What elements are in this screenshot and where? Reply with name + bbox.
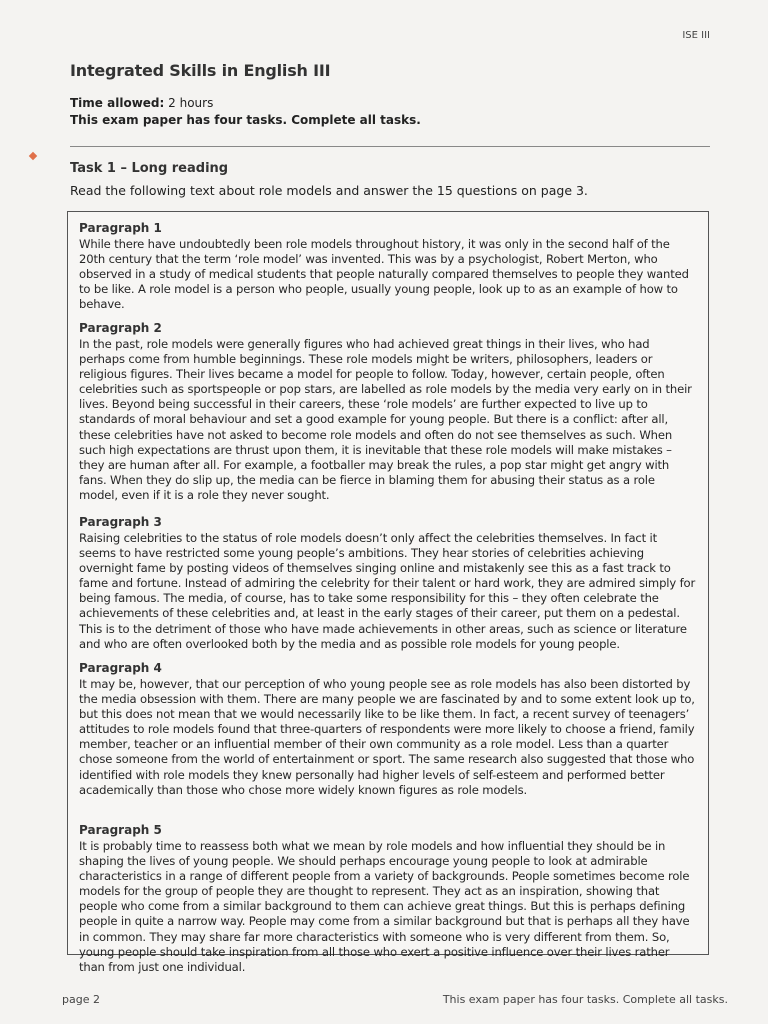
task-title: Task 1 – Long reading — [70, 161, 229, 176]
divider — [70, 146, 710, 147]
paragraph-heading: Paragraph 1 — [79, 221, 162, 235]
paragraph-text: In the past, role models were generally figures who had achieved great things in their lives, who had perhaps come from humble beginnings. These role models might be writers, philosophers, leaders or religious figures. Their lives became a model for people to follow. Today, however, certain people, often celebrities such as sportspeople or pop stars, are labelled as role models by the media very early on in their lives. Beyond being successful in their careers, these ‘role models’ are further expected to live up to standards of moral behaviour and set a good example for young people. But there is a conflict: after all, these celebrities have not asked to become role models and often do not see themselves as such. When such high expectations are thrust upon them, it is inevitable that these role models will make mistakes – they are human after all. For example, a footballer may break the rules, a pop star might get angry with fans. When they do slip up, the media can be fierce in blaming them for abusing their status as a role model, even if it is a role they never sought. — [79, 337, 692, 502]
paragraph-heading: Paragraph 2 — [79, 321, 162, 335]
exam-code: ISE III — [682, 30, 710, 41]
paragraph-5 — [79, 822, 697, 975]
paragraph-3 — [79, 514, 697, 652]
paragraph-1 — [79, 220, 697, 312]
paragraph-text: Raising celebrities to the status of role models doesn’t only affect the celebrities themselves. In fact it seems to have restricted some young people’s ambitions. They hear stories of celebrities achieving overnight fame by posting videos of themselves singing online and mistakenly see this as a fast track to fame and fortune. Instead of admiring the celebrity for their talent or hard work, they are admired simply for being famous. The media, of course, has to take some responsibility for this – they often celebrate the achievements of these celebrities and, at least in the early stages of their career, put them on a pedestal. This is to the detriment of those who have made achievements in other areas, such as science or literature and who are often overlooked both by the media and as possible role models for young people. — [79, 531, 696, 651]
time-label: Time allowed: — [70, 96, 165, 110]
page-title: Integrated Skills in English III — [70, 61, 331, 80]
paragraph-text: While there have undoubtedly been role models throughout history, it was only in the second half of the 20th century that the term ‘role model’ was invented. This was by a psychologist, Robert Merton, who observed in a study of medical students that people naturally compared themselves to people they wanted to be like. A role model is a person who people, usually young people, look up to as an example of how to behave. — [79, 237, 689, 312]
paragraph-text: It may be, however, that our perception of who young people see as role models has also been distorted by the media obsession with them. There are many people we are fascinated by and to some extent look up to, but this does not mean that we would necessarily like to be like them. In fact, a recent survey of teenagers’ attitudes to role models found that three-quarters of respondents were more likely to choose a friend, family member, teacher or an influential member of their own community as a role model. Less than a quarter chose someone from the world of entertainment or sport. The same research also suggested that those who identified with role models they knew personally had higher levels of self-esteem and performed better academically than those who chose more widely known figures as role models. — [79, 677, 695, 797]
paragraph-heading: Paragraph 3 — [79, 515, 162, 529]
page-number: page 2 — [62, 993, 100, 1006]
time-value: 2 hours — [168, 96, 214, 110]
reading-text-box — [67, 211, 709, 974]
paragraph-text: It is probably time to reassess both what we mean by role models and how influential they should be in shaping the lives of young people. We should perhaps encourage young people to look at admirable characteristics in a range of different people from a variety of backgrounds. People sometimes become role models for the group of people they are thought to represent. They act as an inspiration, showing that people who come from a similar background to them can achieve great things. But this is perhaps defining people in quite a narrow way. People may come from a similar background but that is perhaps all they have in common. They may share far more characteristics with someone who is very different from them. So, young people should take inspiration from all those who exert a positive influence over their lives rather than from just one individual. — [79, 839, 690, 974]
exam-instruction: This exam paper has four tasks. Complete all tasks. — [70, 113, 421, 127]
exam-meta — [70, 95, 421, 129]
bullet-marker-icon — [29, 152, 37, 160]
paragraph-2 — [79, 320, 697, 503]
task-description: Read the following text about role models and answer the 15 questions on page 3. — [70, 183, 588, 198]
paragraph-heading: Paragraph 5 — [79, 823, 162, 837]
paragraph-heading: Paragraph 4 — [79, 661, 162, 675]
time-allowed — [70, 95, 421, 112]
paragraph-4 — [79, 660, 697, 798]
footer-note: This exam paper has four tasks. Complete all tasks. — [442, 993, 728, 1006]
